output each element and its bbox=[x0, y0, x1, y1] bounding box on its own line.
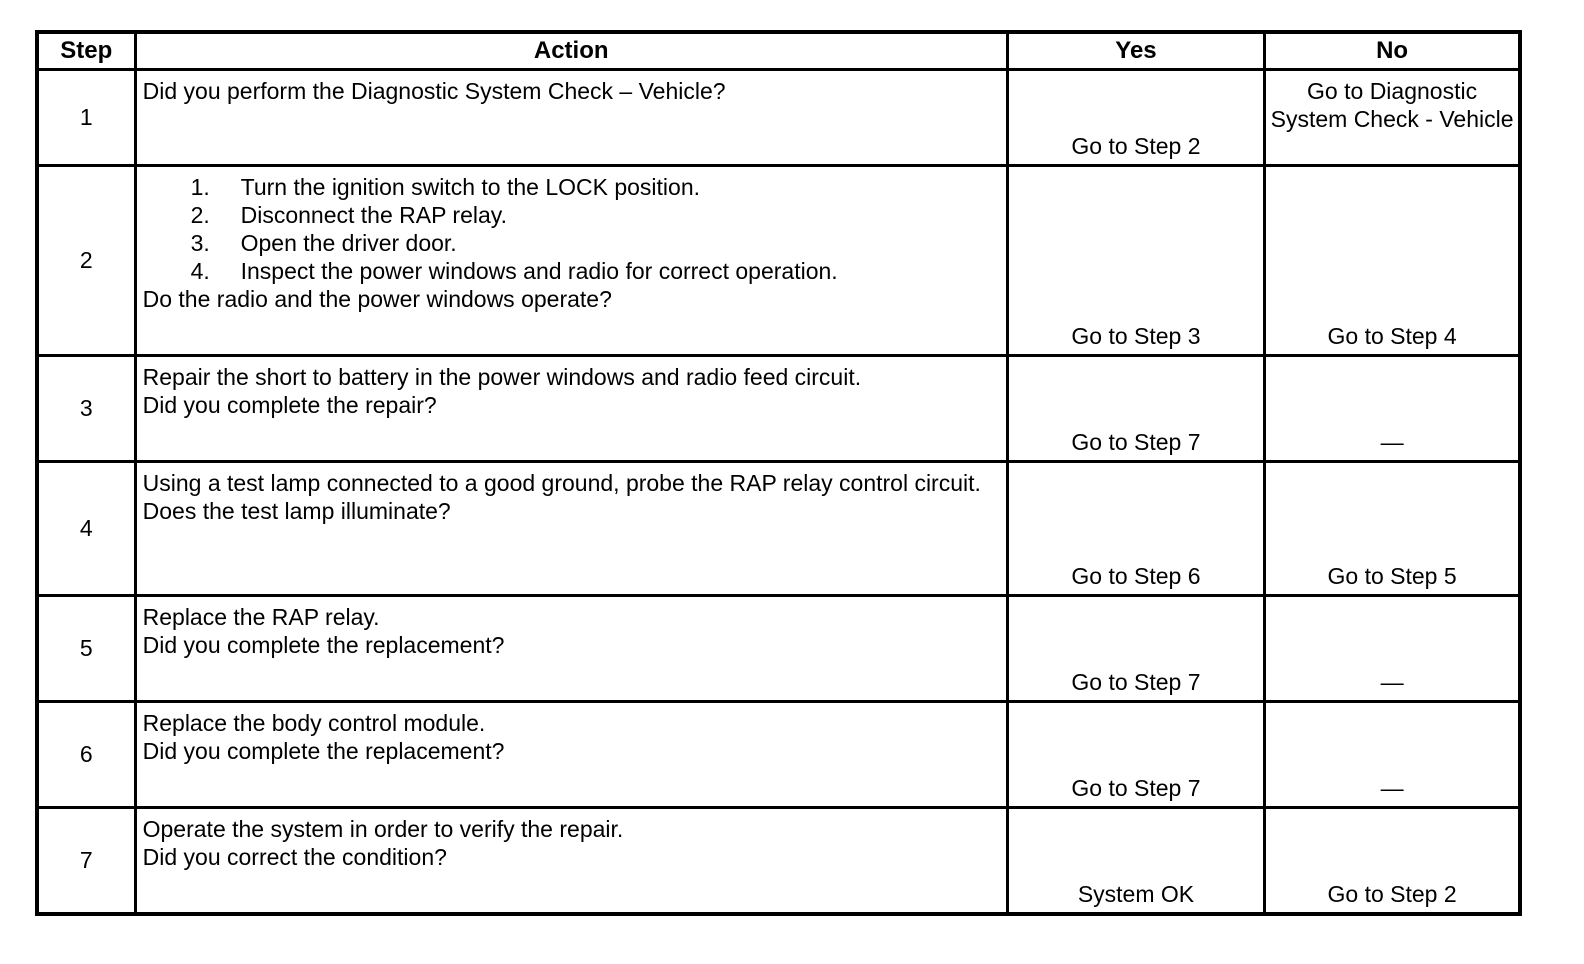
table-row bbox=[37, 462, 1520, 596]
list-text: Open the driver door. bbox=[240, 230, 457, 256]
action-question: Did you complete the repair? bbox=[142, 392, 437, 418]
action-question: Does the test lamp illuminate? bbox=[142, 498, 451, 524]
header-yes: Yes bbox=[1007, 32, 1264, 70]
action-instruction: Using a test lamp connected to a good ground, probe the RAP relay control circuit. bbox=[142, 470, 981, 496]
action-instruction: Did you perform the Diagnostic System Check – Vehicle? bbox=[142, 78, 726, 104]
list-text: Disconnect the RAP relay. bbox=[240, 202, 507, 228]
yes-result: System OK bbox=[1007, 808, 1264, 914]
action-question: Did you complete the replacement? bbox=[142, 738, 505, 764]
no-result: Go to Step 2 bbox=[1265, 808, 1520, 914]
action-cell bbox=[135, 702, 1007, 808]
list-item bbox=[191, 201, 1000, 229]
action-instruction: Repair the short to battery in the power windows and radio feed circuit. bbox=[142, 364, 862, 390]
list-text: Turn the ignition switch to the LOCK position. bbox=[240, 174, 701, 200]
no-result: — bbox=[1265, 702, 1520, 808]
header-no: No bbox=[1265, 32, 1520, 70]
action-question: Did you correct the condition? bbox=[142, 844, 447, 870]
table-row bbox=[37, 702, 1520, 808]
list-number: 1. bbox=[190, 174, 210, 200]
list-item bbox=[191, 257, 1000, 285]
list-text: Inspect the power windows and radio for correct operation. bbox=[240, 258, 838, 284]
step-number: 1 bbox=[37, 70, 135, 166]
action-instruction: Replace the body control module. bbox=[142, 710, 486, 736]
table-row bbox=[37, 596, 1520, 702]
action-cell bbox=[135, 356, 1007, 462]
action-cell bbox=[135, 166, 1007, 356]
list-item bbox=[191, 173, 1000, 201]
list-number: 3. bbox=[190, 230, 210, 256]
action-cell bbox=[135, 596, 1007, 702]
table-row bbox=[37, 70, 1520, 166]
yes-result: Go to Step 7 bbox=[1007, 702, 1264, 808]
action-cell bbox=[135, 808, 1007, 914]
action-question: Did you complete the replacement? bbox=[142, 632, 505, 658]
no-result: Go to Diagnostic System Check - Vehicle bbox=[1265, 70, 1520, 166]
step-number: 7 bbox=[37, 808, 135, 914]
header-row bbox=[37, 32, 1520, 70]
yes-result: Go to Step 2 bbox=[1007, 70, 1264, 166]
action-question: Do the radio and the power windows operate? bbox=[142, 286, 612, 312]
header-action: Action bbox=[135, 32, 1007, 70]
table-row bbox=[37, 356, 1520, 462]
table-row bbox=[37, 808, 1520, 914]
table-row bbox=[37, 166, 1520, 356]
yes-result: Go to Step 6 bbox=[1007, 462, 1264, 596]
action-instruction: Operate the system in order to verify the repair. bbox=[142, 816, 624, 842]
action-instruction: Replace the RAP relay. bbox=[142, 604, 380, 630]
no-result: — bbox=[1265, 356, 1520, 462]
yes-result: Go to Step 7 bbox=[1007, 356, 1264, 462]
action-cell bbox=[135, 462, 1007, 596]
header-step: Step bbox=[37, 32, 135, 70]
list-item bbox=[191, 229, 1000, 257]
step-number: 5 bbox=[37, 596, 135, 702]
step-number: 4 bbox=[37, 462, 135, 596]
step-number: 3 bbox=[37, 356, 135, 462]
diagnostic-table bbox=[35, 30, 1522, 916]
step-number: 6 bbox=[37, 702, 135, 808]
yes-result: Go to Step 3 bbox=[1007, 166, 1264, 356]
no-result: Go to Step 4 bbox=[1265, 166, 1520, 356]
list-number: 4. bbox=[190, 258, 210, 284]
no-result: — bbox=[1265, 596, 1520, 702]
procedure-list bbox=[191, 173, 1000, 285]
no-result: Go to Step 5 bbox=[1265, 462, 1520, 596]
list-number: 2. bbox=[190, 202, 210, 228]
action-cell bbox=[135, 70, 1007, 166]
step-number: 2 bbox=[37, 166, 135, 356]
yes-result: Go to Step 7 bbox=[1007, 596, 1264, 702]
